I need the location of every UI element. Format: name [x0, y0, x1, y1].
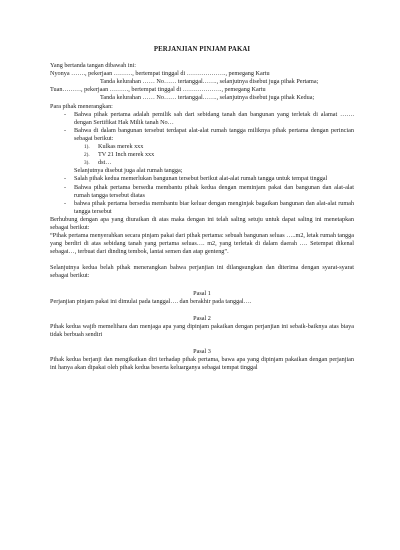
- household-item: [84, 151, 354, 159]
- party-second-line2: Tanda kelurahan …… No…… tertanggal……., selanjutnya disebut juga pihak Kedua;: [100, 94, 315, 102]
- party-first-line1: Nyonya ……., pekerjaan ………, bertempat tinggal di ………………., pemegang Kartu: [50, 70, 270, 78]
- intro-text: Yang bertanda tangan dibawah ini:: [50, 62, 136, 70]
- pasal-2-text: Pihak kedua wajib memelihara dan menjaga apa yang dipinjam pakaikan dengan perjanjian ini sebaik-baiknya atas biaya tidak berbuah sendiri: [50, 322, 354, 338]
- pasal-1-text: Perjanjian pinjam pakai ini dimulai pada tanggal…. dan berakhir pada tanggal….: [50, 297, 252, 305]
- household-items-list: [50, 143, 354, 167]
- after-sub-label: Selanjutnya disebut juga alat rumah tangga;: [74, 167, 183, 175]
- household-item-number: 1).: [84, 144, 90, 151]
- terms-intro: Selanjutnya kedua belah pihak menerangkan bahwa perjanjian ini dilangsungkan dan diterima dengan syarat-syarat sebagai berikut:: [50, 264, 354, 280]
- pasal-2-heading: Pasal 2: [193, 314, 211, 322]
- explain-item-text: Bahwa di dalam bangunan tersebut terdapat alat-alat rumah tangga miliknya pihak pertama dengan perincian sebagai berikut:: [74, 126, 354, 142]
- party-second: [50, 86, 354, 102]
- party-first-line2: Tanda kelurahan …… No…… tertanggal……., selanjutnya disebut juga pihak Pertama;: [100, 78, 319, 86]
- explain-list-c: [50, 175, 354, 215]
- party-second-line1: Tuan………, pekerjaan ………, bertempat tinggal di ………………., pemegang Kartu: [50, 86, 266, 94]
- explain-item: - Bahwa pihak pertama adalah pemilik sah dari sebidang tanah dan bangunan yang terletak di alamat ……. dengan Sertifikat Hak Milik tanah No…: [64, 111, 354, 127]
- party-first: [50, 70, 354, 86]
- explain-item: - bahwa pihak pertama bersedia membantu biar keluar dengan menginjak bagaikan bangunan dan alat-alat rumah tangga tersebut: [64, 200, 354, 216]
- household-item-text: TV 21 Inch merek xxx: [98, 151, 155, 159]
- explain-list-a: [50, 111, 354, 143]
- explain-item: [64, 127, 354, 143]
- after-sub-text: [64, 167, 354, 175]
- household-item-text: Kulkas merek xxx: [98, 143, 144, 151]
- explain-item: - Bahwa pihak pertama bersedia membantu pihak kedua dengan meminjam pakai dan bangunan dan alat-alat rumah tangga tersebut diatas: [64, 184, 354, 200]
- agreement-statement: Berhubung dengan apa yang diuraikan di atas maka dengan ini telah saling setuju untuk dapat saling ini menetapkan sebagai berikut:: [50, 215, 354, 231]
- pasal-3-text: Pihak kedua berjanji dan mengikatkan diri terhadap pihak pertama, bawa apa yang dipinjam pakaikan dengan perjanjian ini hanya akan dipakai oleh pihak kedua beserta keluarganya sebagai tempat tinggal: [50, 356, 354, 372]
- pasal-3-heading: Pasal 3: [193, 348, 211, 355]
- explain-list-b: [50, 167, 354, 175]
- household-item-text: dst…: [98, 159, 112, 167]
- pasal-1-heading: Pasal 1: [193, 289, 211, 297]
- household-item: [84, 159, 354, 167]
- explain-intro: Para pihak menerangkan:: [50, 102, 113, 110]
- household-item-number: 3).: [84, 160, 90, 167]
- agreement-quote: “Pihak pertama menyerahkan secara pinjam pakai dari pihak pertama: sebuah bangunan seluas …..m2, letak rumah tangga yang berdiri di atas sebidang tanah yang pertama seluas…. m2, yang terletak di dalam daerah …. Setempat dikenal sebagai…, terbuat dari dinding tembok, lantai semen dan atap genteng”.: [50, 232, 354, 256]
- household-item-number: 2).: [84, 152, 90, 159]
- document-page: [50, 46, 354, 372]
- explain-item: - Salah pihak kedua memerlukan bangunan tersebut berikut alat-alat rumah tangga untuk tempat tinggal: [64, 175, 354, 183]
- document-title: PERJANJIAN PINJAM PAKAI: [153, 46, 251, 53]
- household-item: [84, 143, 354, 151]
